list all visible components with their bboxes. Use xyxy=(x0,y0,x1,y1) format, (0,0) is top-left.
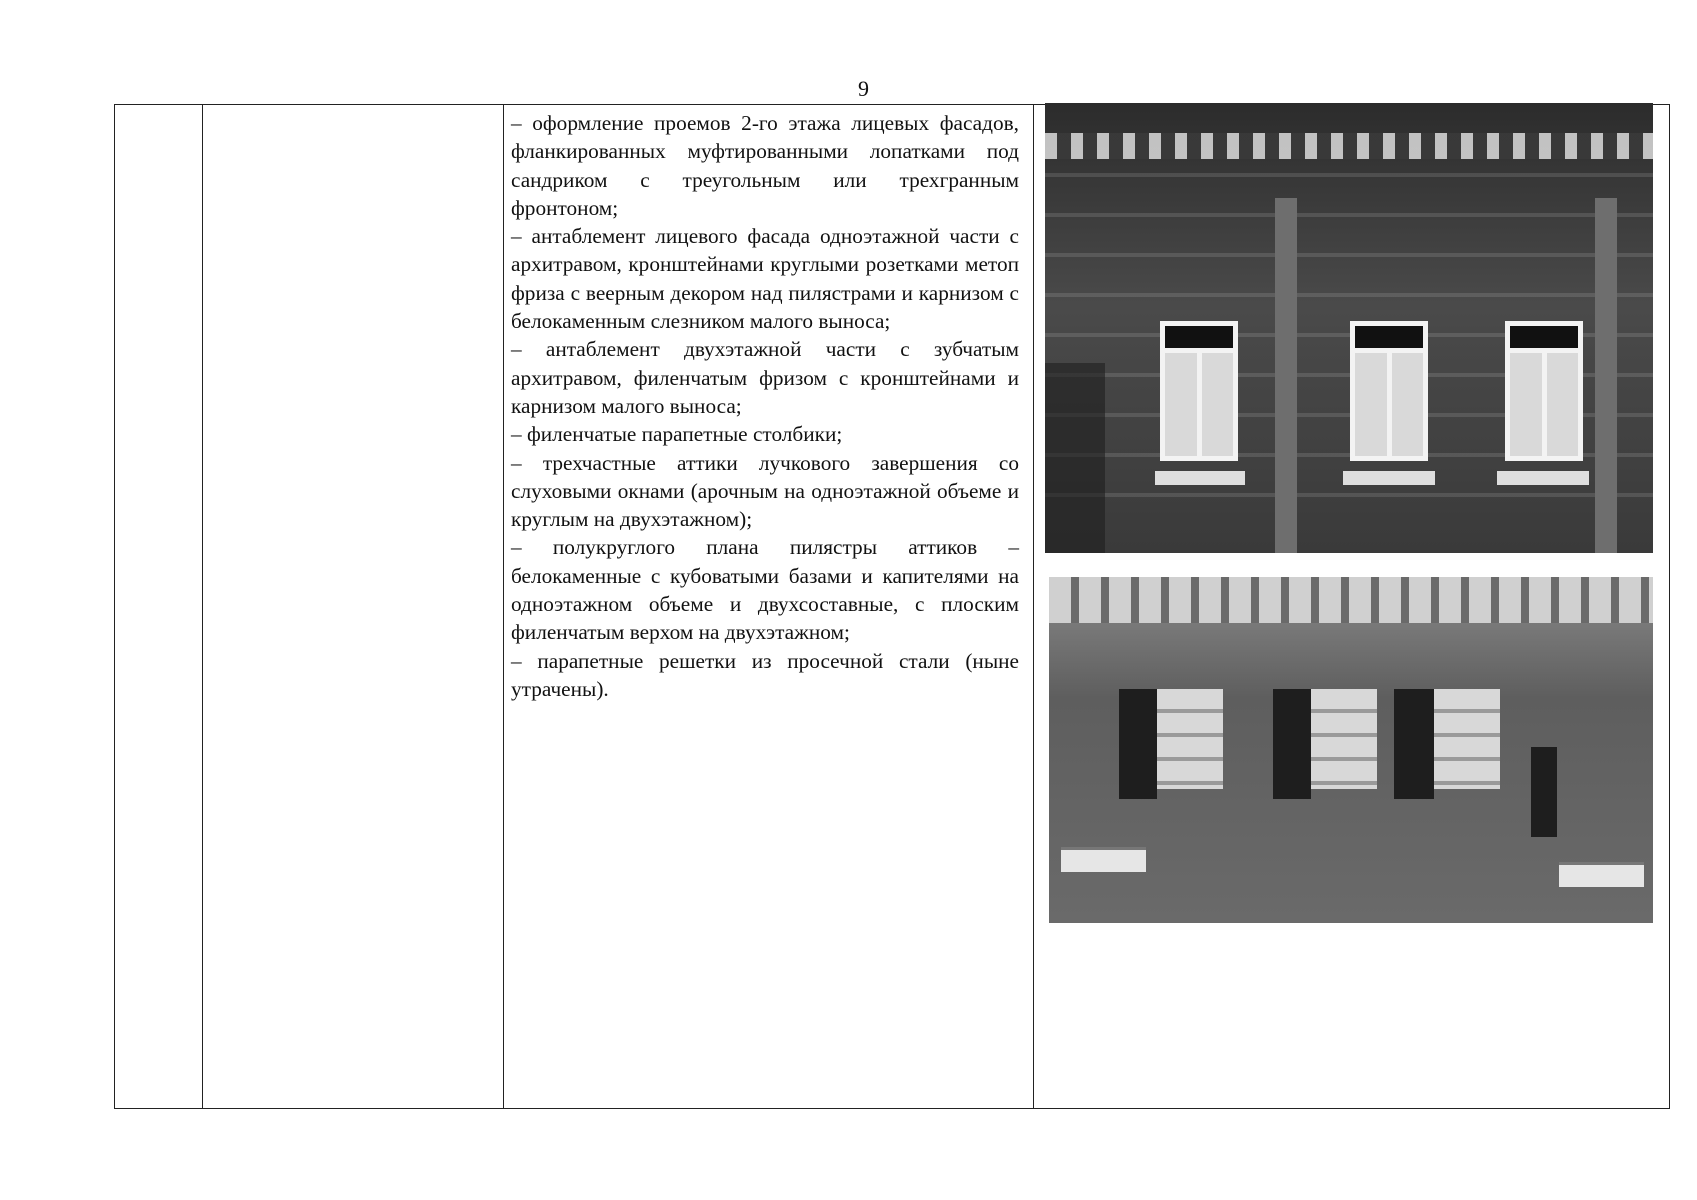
description-paragraph: – оформление проемов 2-го этажа лицевых фасадов, фланкированных муфтированными лопатками под сандриком с треугольным или трехгранным фронтоном; xyxy=(511,111,1019,220)
parapet-post xyxy=(1311,689,1377,789)
description-paragraph: – парапетные решетки из просечной стали (ныне утрачены). xyxy=(511,648,1019,701)
facade-photo-windows xyxy=(1045,103,1653,553)
parapet-detail-photo xyxy=(1049,577,1653,923)
window xyxy=(1160,321,1238,461)
parapet-post xyxy=(1157,689,1223,789)
description-paragraph: – полукруглого плана пилястры аттиков – белокаменные с кубоватыми базами и капителями на одноэтажном объеме и двухсоставные, с плоским филенчатым верхом на двухэтажном; xyxy=(511,535,1019,645)
pilaster xyxy=(1275,198,1297,553)
description-paragraph: – филенчатые парапетные столбики; xyxy=(511,422,843,447)
parapet-post xyxy=(1434,689,1500,789)
document-table xyxy=(114,104,1670,1109)
column-divider xyxy=(1033,105,1034,1108)
column-divider xyxy=(202,105,203,1108)
description-cell xyxy=(511,109,1019,703)
frieze-decor xyxy=(1045,133,1653,159)
description-paragraph: – антаблемент лицевого фасада одноэтажной части с архитравом, кронштейнами круглыми розетками метоп фриза с веерным декором над пилястрами и карнизом с белокаменным слезником малого выноса; xyxy=(511,224,1019,334)
description-paragraph: – антаблемент двухэтажной части с зубчатым архитравом, филенчатым фризом с кронштейнами и карнизом малого выноса; xyxy=(511,337,1019,418)
pilaster xyxy=(1595,198,1617,553)
window xyxy=(1505,321,1583,461)
dentil-cornice xyxy=(1049,577,1653,623)
column-divider xyxy=(503,105,504,1108)
page-number: 9 xyxy=(858,76,869,101)
window xyxy=(1350,321,1428,461)
description-paragraph: – трехчастные аттики лучкового завершения со слуховыми окнами (арочным на одноэтажной объеме и круглым на двухэтажном); xyxy=(511,450,1019,532)
